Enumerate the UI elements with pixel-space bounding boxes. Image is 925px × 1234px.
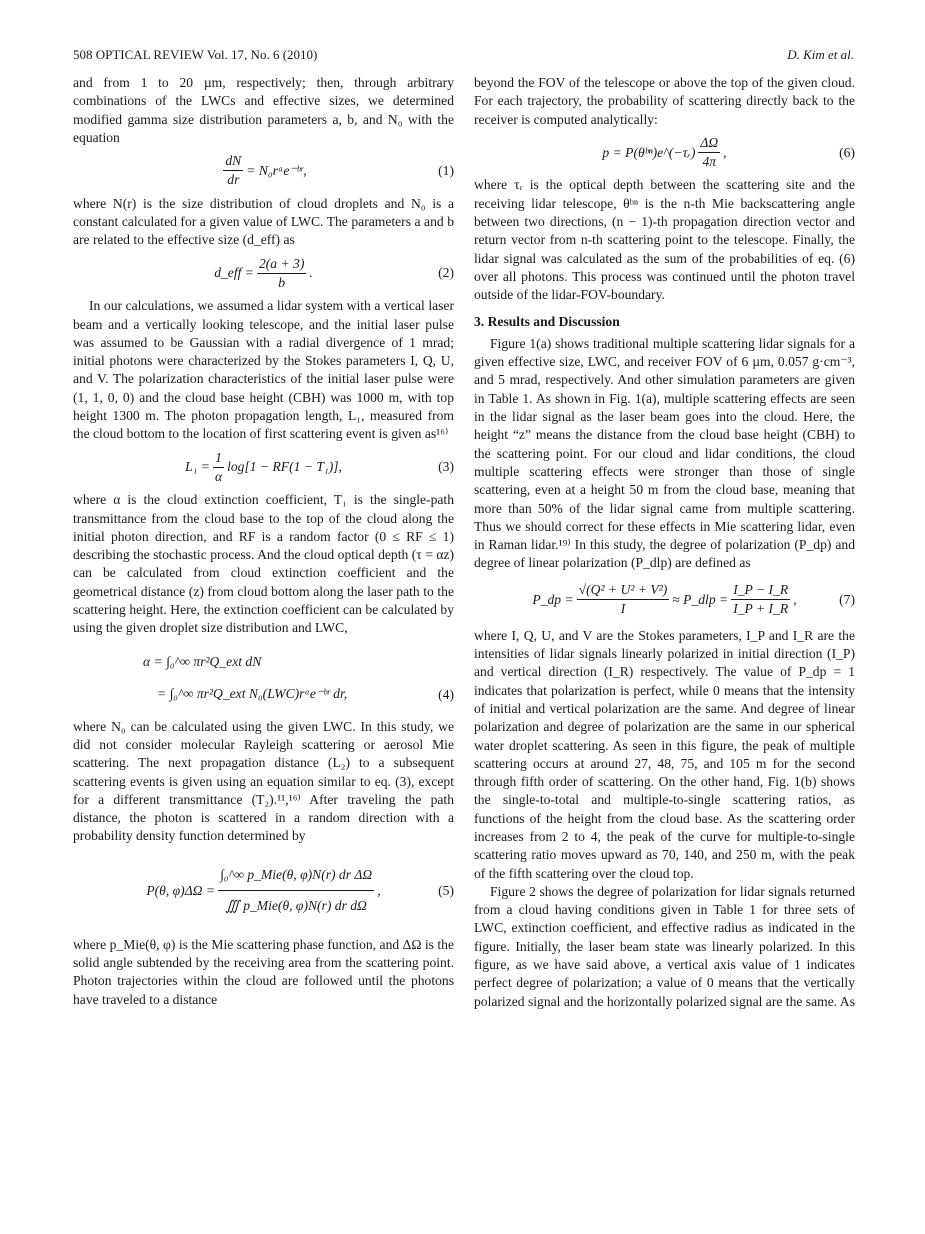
eq-denominator: dr bbox=[227, 172, 240, 188]
eq-label: (1) bbox=[438, 162, 454, 178]
eq-label: (2) bbox=[438, 265, 454, 281]
eq-lhs: p = P(θᵇⁿ)e^(−τᵣ) bbox=[602, 144, 696, 160]
eq-lhs: L₁ = bbox=[185, 459, 210, 475]
eq-label: (6) bbox=[839, 144, 855, 160]
equation-2 bbox=[73, 255, 454, 293]
eq-denominator: ∭ p_Mie(θ, φ)N(r) dr dΩ bbox=[225, 898, 367, 914]
eq-label: (7) bbox=[839, 591, 855, 607]
right-column bbox=[474, 74, 855, 1011]
eq-denominator: I bbox=[620, 601, 626, 617]
eq-numerator: 1 bbox=[213, 449, 224, 468]
running-header-authors: D. Kim et al. bbox=[787, 47, 854, 62]
running-header-journal: 508 OPTICAL REVIEW Vol. 17, No. 6 (2010) bbox=[73, 47, 318, 62]
eq-tail: . bbox=[309, 265, 313, 281]
paragraph: beyond the FOV of the telescope or above the top of the given cloud. For each trajectory, the probability of scattering directly back to the receiver is computed analytically: bbox=[474, 75, 855, 127]
equation-7 bbox=[474, 578, 855, 622]
eq-line: = ∫₀^∞ πr²Q_ext N₀(LWC)rᵃe⁻ᵇʳ dr, bbox=[157, 685, 348, 701]
eq-numerator: dN bbox=[223, 152, 243, 171]
eq-numerator: I_P − I_R bbox=[731, 581, 790, 600]
paragraph: where I, Q, U, and V are the Stokes parameters, I_P and I_R are the intensities of lidar signals linearly polarized in initial direction (I_P) and vertical direction (I_R) respectively. The value of P_dp = 1 indicates that polarization is perfect, while 0 means that the intensity of initial and vertical polarization are the same. And degree of linear polarization and degree of polarization are the same in our spherical water droplet scattering. As seen in this figure, the peak of multiple scattering occurs at around 27, 48, 75, and 105 m for the second through fifth order of scattering. On the other hand, Fig. 1(b) shows the single-to-total and multiple-to-single scattering ratios, as functions of the height from the cloud base. As the scattering order increases from 2 to 4, the peak of the curve for multiple-to-single scattering ratio moves upward as 70, 140, and 250 m, with the peak of the fifth scattering over the cloud top. bbox=[474, 627, 855, 881]
paragraph: where N(r) is the size distribution of cloud droplets and N₀ is a constant calculated for a given value of LWC. The parameters a and b are related to the effective size (d_eff) as bbox=[73, 195, 454, 248]
equation-4 bbox=[73, 643, 454, 713]
eq-mid: ≈ P_dlp = bbox=[672, 591, 729, 607]
eq-denominator: 4π bbox=[702, 154, 717, 170]
equation-5 bbox=[73, 851, 454, 931]
eq-numerator: ΔΩ bbox=[698, 134, 720, 153]
left-column bbox=[73, 74, 454, 1009]
equation-6 bbox=[474, 134, 855, 172]
section-heading: 3. Results and Discussion bbox=[474, 313, 620, 329]
eq-rhs: = N₀rᵃe⁻ᵇʳ, bbox=[246, 162, 307, 178]
eq-numerator: 2(a + 3) bbox=[257, 255, 306, 274]
eq-tail: , bbox=[723, 144, 727, 160]
eq-line: α = ∫₀^∞ πr²Q_ext dN bbox=[143, 653, 262, 669]
paragraph: and from 1 to 20 µm, respectively; then, through arbitrary combinations of the LWCs and effective sizes, we determined modified gamma size distribution parameters a, b, and N₀ with the equation bbox=[73, 75, 454, 145]
paragraph: where N₀ can be calculated using the given LWC. In this study, we did not consider molecular Rayleigh scattering or aerosol Mie scattering. The next propagation distance (L₂) to a subsequent scattering events is given using an equation similar to eq. (3), except for a different transmittance (T₂).¹¹,¹⁶⁾ After traveling the path distance, the photon is scattered in a random direction with a probability density function determined by bbox=[73, 718, 454, 844]
paragraph: In our calculations, we assumed a lidar system with a vertical laser beam and a vertically looking telescope, and the initial laser pulse was assumed to be Gaussian with a radial divergence of 1 mrad; initial photons were characterized by the Stokes parameters I, Q, U, and V. The polarization characteristics of the initial laser pulse were (1, 1, 0, 0) and the cloud base height (CBH) was 1000 m, with top height 1300 m. The photon propagation length, L₁, measured from the cloud bottom to the location of first scattering event is given as¹⁶⁾ bbox=[73, 298, 454, 442]
eq-lhs: P(θ, φ)ΔΩ = bbox=[146, 882, 216, 898]
eq-denominator: b bbox=[278, 274, 286, 290]
eq-denominator: I_P + I_R bbox=[733, 601, 789, 617]
paragraph: Figure 2 shows the degree of polarization for lidar signals returned from a cloud having conditions given in Table 1 for three sets of LWC, extinction coefficient, and effective radius as indicated in the figure. Initially, the laser beam state was linearly polarized. In this figure, as we have said above, a vertical axis value of 1 indicates perfect degree of polarization; a value of 0 means that the vertically polarized signal and the horizontally polarized signal are the same. As bbox=[474, 883, 855, 1009]
paragraph: where α is the cloud extinction coefficient, T₁ is the single-path transmittance from the cloud base to the top of the cloud along the initial photon direction, and RF is a random factor (0 ≤ RF ≤ 1) describing the stochastic process. And the cloud optical depth (τ = αz) can be calculated from cloud extinction coefficient and the geometrical distance (z) from cloud bottom along the laser path to the scattering height. Here, the extinction coefficient can be calculated by using the given droplet size distribution and LWC, bbox=[73, 492, 454, 636]
eq-label: (5) bbox=[438, 882, 454, 898]
eq-numerator: ∫₀^∞ p_Mie(θ, φ)N(r) dr ΔΩ bbox=[218, 860, 374, 891]
paragraph: Figure 1(a) shows traditional multiple scattering lidar signals for a given effective size, LWC, and receiver FOV of 6 µm, 0.057 g·cm⁻³, and 5 mrad, respectively. And other simulation parameters are given in Table 1. As shown in Fig. 1(a), multiple scattering effects are seen in the lidar signal as the laser beam goes into the cloud. Here, the height “z” means the distance from the cloud base height (CBH) to the scattering point. For our cloud and lidar conditions, the cloud multiple scattering effects were stronger than those of single scattering, even at a height 50 m from the cloud base, meaning that more than 50% of the lidar signal came from multiple scattering. Thus we should correct for these effects in Mie scattering lidar, even in Raman lidar.¹⁹⁾ In this study, the degree of polarization (P_dp) and degree of linear polarization (P_dlp) are defined as bbox=[474, 335, 855, 571]
eq-lhs: d_eff = bbox=[214, 265, 254, 281]
eq-denominator: α bbox=[214, 468, 223, 484]
equation-1 bbox=[73, 152, 454, 190]
equation-3 bbox=[73, 449, 454, 487]
eq-lhs: P_dp = bbox=[532, 591, 574, 607]
paragraph: where p_Mie(θ, φ) is the Mie scattering phase function, and ΔΩ is the solid angle subtended by the receiving area from the scattering point. Photon trajectories within the cloud are followed until the photons have traveled to a distance bbox=[73, 936, 454, 1007]
eq-numerator: √(Q² + U² + V²) bbox=[577, 581, 670, 600]
eq-rhs: log[1 − RF(1 − T₁)], bbox=[227, 459, 342, 475]
eq-label: (3) bbox=[438, 459, 454, 475]
eq-tail: , bbox=[793, 591, 797, 607]
eq-label: (4) bbox=[438, 687, 454, 703]
paragraph: where τᵣ is the optical depth between the scattering site and the receiving lidar telescope, θᵇⁿ is the n-th Mie backscattering angle between two directions, (n − 1)-th propagation direction vector and return vector from n-th scattering point to the telescope. Finally, the lidar signal was calculated as the sum of the probabilities of eq. (6) over all photons. This process was continued until the photon travel outside of the lidar-FOV-boundary. bbox=[474, 177, 855, 303]
eq-tail: , bbox=[377, 882, 381, 898]
